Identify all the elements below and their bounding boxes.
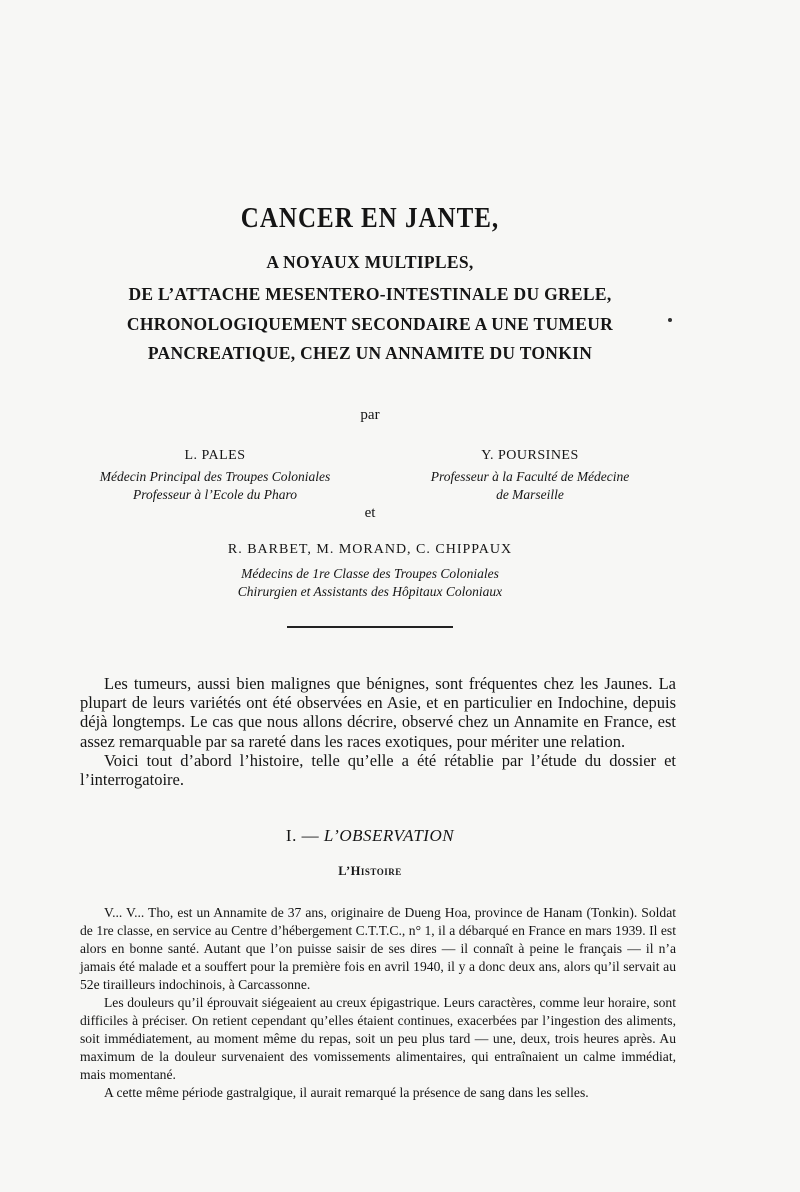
title-divider-rule: [287, 626, 453, 628]
intro-paragraph-1: Les tumeurs, aussi bien malignes que bénignes, sont fréquentes chez les Jaunes. La plupart de leurs variétés ont été observées en Asie, et en particulier en Indochine, depuis déjà longtemps. Le cas que nous allons décrire, observé chez un Annamite en France, est assez remarquable par sa rareté dans les races exotiques, pour mériter une relation.: [80, 674, 676, 751]
observation-paragraph-2: Les douleurs qu’il éprouvait siégeaient au creux épigastrique. Leurs caractères, comme leur horaire, sont difficiles à préciser. On retient cependant qu’elles étaient continues, exacerbées par l’ingestion des aliments, soit immédiatement, au moment même du repas, soit un peu plus tard — une, deux, trois heures après. Au maximum de la douleur survenaient des vomissements alimentaires, qui entraînaient un calme immédiat, mais momentané.: [80, 995, 676, 1082]
subtitle-line-4: PANCREATIQUE, CHEZ UN ANNAMITE DU TONKIN: [147, 343, 593, 363]
intro-paragraph-2: Voici tout d’abord l’histoire, telle qu’elle a été rétablie par l’étude du dossier et l’interrogatoire.: [80, 750, 676, 790]
section-subheading: L’Histoire: [338, 864, 402, 878]
byline-et: et: [364, 505, 376, 521]
author-left-affiliation-2: Professeur à l’Ecole du Pharo: [133, 487, 297, 502]
author-left-affiliation-1: Médecin Principal des Troupes Coloniales: [99, 469, 331, 484]
author-left: [55, 448, 375, 504]
authors-group-affiliation-2: Chirurgien et Assistants des Hôpitaux Coloniaux: [237, 584, 503, 599]
authors-group-names: R. BARBET, M. MORAND, C. CHIPPAUX: [227, 542, 513, 557]
author-right-affiliation-2: de Marseille: [496, 487, 564, 502]
observation-paragraph-3: A cette même période gastralgique, il aurait remarqué la présence de sang dans les selles.: [104, 1085, 589, 1100]
author-right-name: Y. POURSINES: [481, 448, 579, 463]
observation-text: [80, 904, 676, 1102]
section-title: L’OBSERVATION: [323, 826, 455, 845]
section-heading: [0, 826, 740, 846]
article-title: CANCER EN JANTE,: [240, 203, 500, 235]
author-left-name: L. PALES: [184, 448, 246, 463]
authors-group-affiliation-1: Médecins de 1re Classe des Troupes Coloniales: [241, 566, 499, 581]
observation-paragraph-1: V... V... Tho, est un Annamite de 37 ans, originaire de Dueng Hoa, province de Hanam (Tonkin). Soldat de 1re classe, en service au Centre d’hébergement C.T.T.C., n° 1, il a débarqué en France en mars 1939. Il est alors en bonne santé. Autant que l’on puisse saisir de ses dires — il connaît à peine le français — il n’a jamais été malade et a souffert pour la première fois en avril 1940, il y a donc deux ans, alors qu’il servait au 52e tirailleurs indochinois, à Carcassonne.: [80, 905, 676, 992]
subtitle-line-3: CHRONOLOGIQUEMENT SECONDAIRE A UNE TUMEUR: [126, 314, 614, 334]
intro-text: [80, 674, 676, 789]
subtitle-line-1: A NOYAUX MULTIPLES,: [266, 252, 474, 272]
byline-par: par: [360, 407, 380, 423]
author-right-affiliation-1: Professeur à la Faculté de Médecine: [430, 469, 630, 484]
margin-mark: [668, 318, 672, 322]
author-right: [370, 448, 690, 504]
subtitle-line-2: DE L’ATTACHE MESENTERO-INTESTINALE DU GRELE,: [128, 284, 612, 304]
section-number: I. —: [285, 826, 320, 845]
